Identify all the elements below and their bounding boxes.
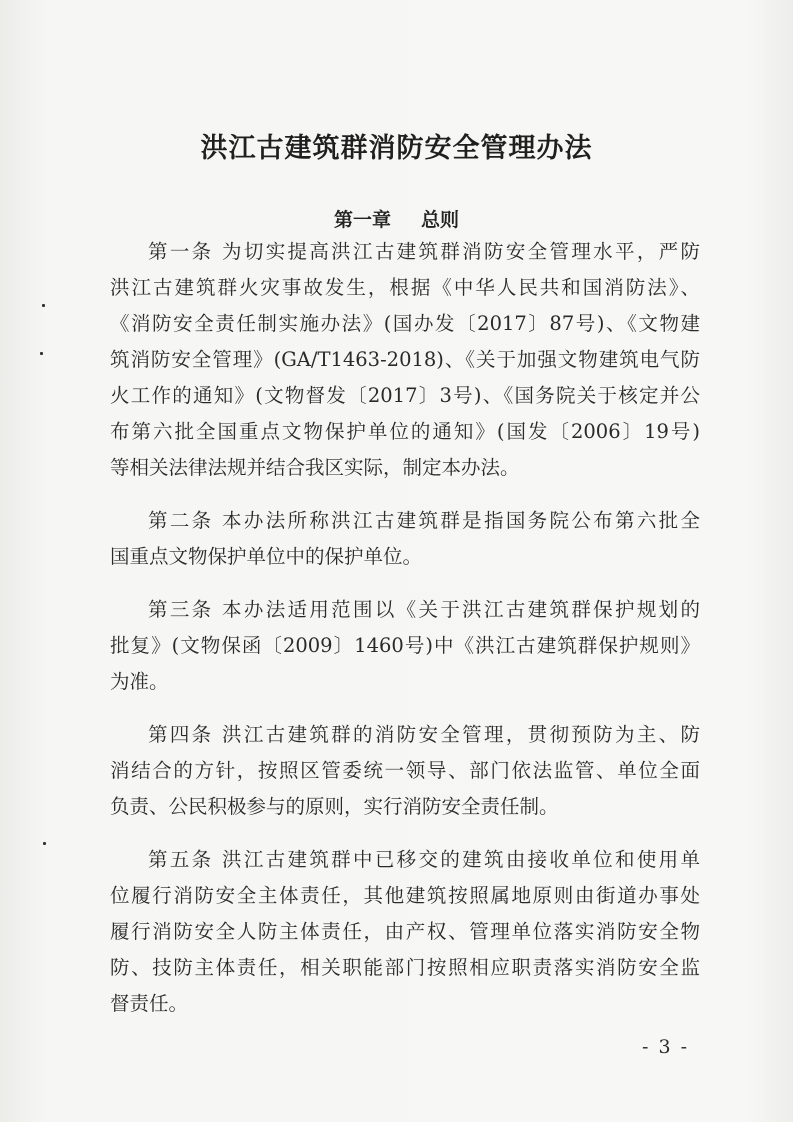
text-line: 防、技防主体责任，相关职能部门按照相应职责落实消防安全监 — [110, 956, 700, 979]
text-line: 布第六批全国重点文物保护单位的通知》(国发〔2006〕19号) — [110, 420, 700, 443]
chapter-name: 总则 — [421, 209, 460, 231]
page-number: - 3 - — [641, 1036, 689, 1058]
text-line: 筑消防安全管理》(GA/T1463-2018)、《关于加强文物建筑电气防 — [110, 348, 700, 371]
text-line: 第一条 为切实提高洪江古建筑群消防安全管理水平，严防 — [148, 240, 700, 263]
margin-mark — [43, 842, 46, 845]
text-line: 火工作的通知》(文物督发〔2017〕3号)、《国务院关于核定并公 — [110, 384, 700, 407]
text-line: 第三条 本办法适用范围以《关于洪江古建筑群保护规划的 — [148, 598, 700, 621]
document-title: 洪江古建筑群消防安全管理办法 — [200, 133, 593, 164]
chapter-heading — [0, 205, 793, 232]
margin-mark — [40, 352, 43, 355]
text-line: 等相关法律法规并结合我区实际，制定本办法。 — [110, 456, 520, 479]
text-line: 洪江古建筑群火灾事故发生，根据《中华人民共和国消防法》、 — [110, 276, 700, 299]
text-line: 为准。 — [110, 670, 169, 693]
paragraph — [110, 842, 700, 1022]
text-line: 第二条 本办法所称洪江古建筑群是指国务院公布第六批全 — [148, 509, 700, 532]
text-line: 履行消防安全人防主体责任，由产权、管理单位落实消防安全物 — [110, 920, 700, 943]
text-line: 《消防安全责任制实施办法》(国办发〔2017〕87号)、《文物建 — [110, 312, 700, 335]
paragraph — [110, 234, 700, 486]
text-line: 督责任。 — [110, 992, 189, 1015]
paragraph — [110, 717, 700, 825]
chapter-prefix: 第一章 — [333, 209, 391, 231]
text-line: 第五条 洪江古建筑群中已移交的建筑由接收单位和使用单 — [148, 848, 700, 871]
document-body — [110, 234, 700, 1022]
margin-mark — [42, 304, 45, 307]
text-line: 第四条 洪江古建筑群的消防安全管理，贯彻预防为主、防 — [148, 723, 700, 746]
text-line: 国重点文物保护单位中的保护单位。 — [110, 545, 423, 568]
text-line: 位履行消防安全主体责任，其他建筑按照属地原则由街道办事处 — [110, 884, 700, 907]
text-line: 负责、公民积极参与的原则，实行消防安全责任制。 — [110, 795, 559, 818]
text-line: 消结合的方针，按照区管委统一领导、部门依法监管、单位全面 — [110, 759, 700, 782]
paragraph — [110, 503, 700, 575]
paragraph — [110, 592, 700, 700]
text-line: 批复》(文物保函〔2009〕1460号)中《洪江古建筑群保护规则》 — [110, 634, 700, 657]
